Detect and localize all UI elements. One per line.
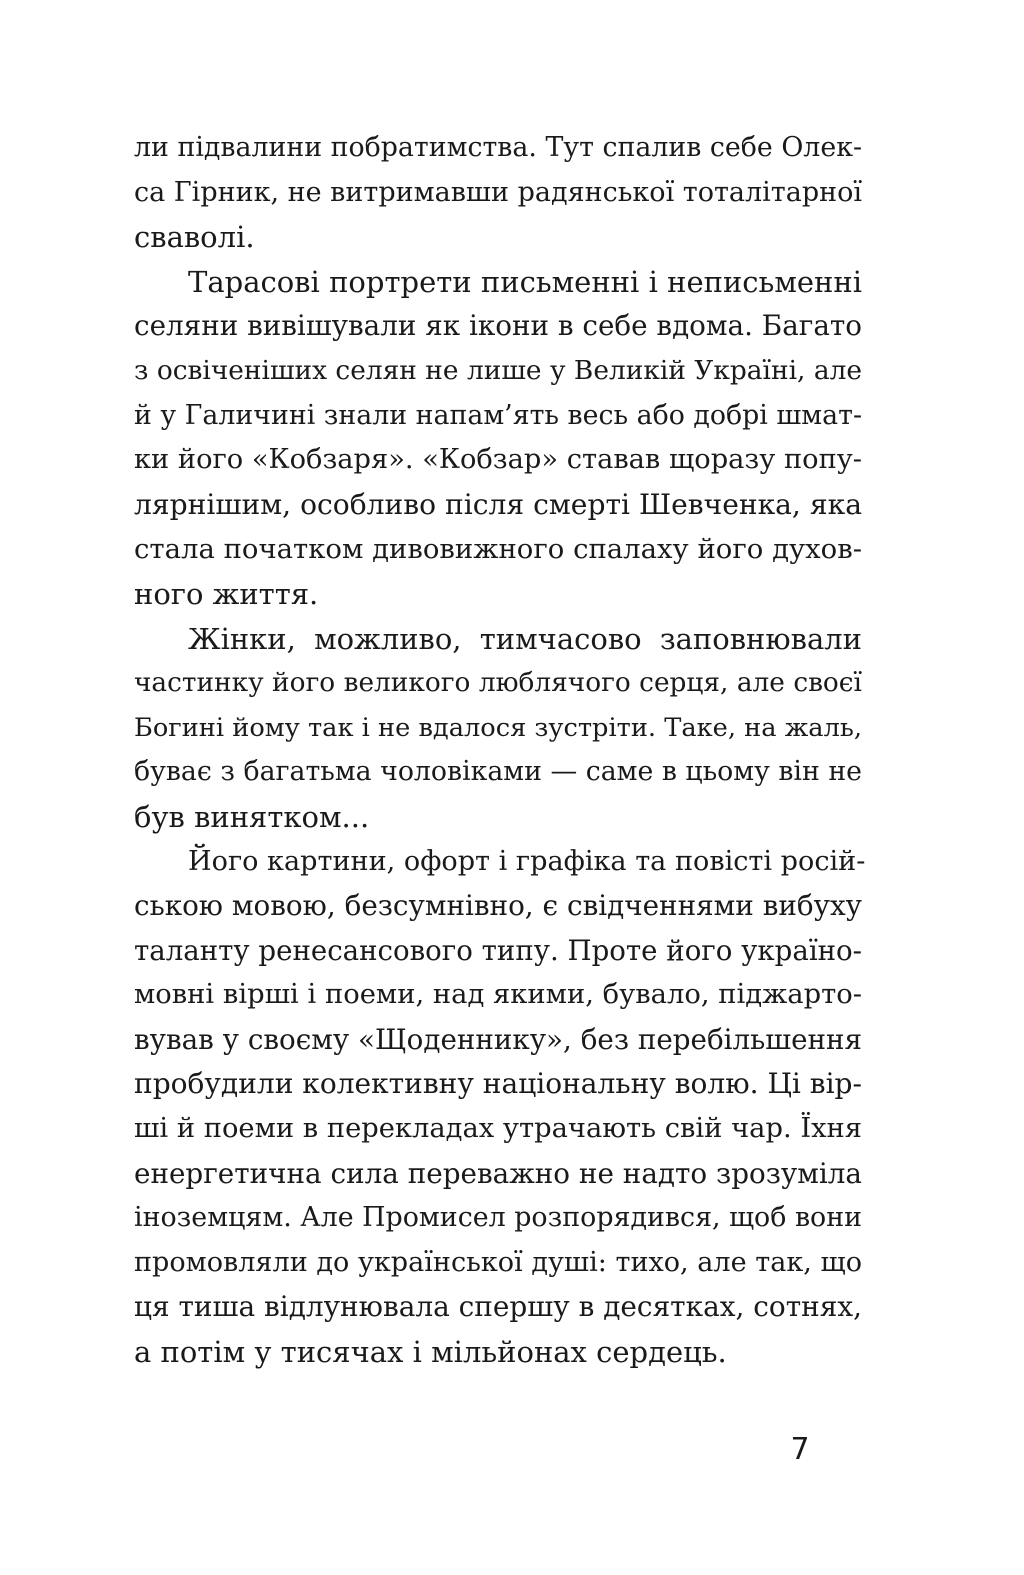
text-line: ця тиша відлунювала спершу в десятках, сотнях, bbox=[134, 1290, 862, 1324]
text-line: ші й поеми в перекладах утрачають свій чар. Їхня bbox=[134, 1113, 862, 1145]
text-line: з освіченіших селян не лише у Великій Україні, але bbox=[134, 354, 862, 386]
page-number: 7 bbox=[790, 1432, 810, 1467]
text-line: ською мовою, безсумнівно, є свідченнями вибуху bbox=[134, 889, 862, 923]
text-line: й у Галичині знали напам’ять весь або добрі шмат- bbox=[134, 399, 862, 431]
text-line: іноземцям. Але Промисел розпорядився, щоб вони bbox=[134, 1202, 863, 1234]
text-line: мовні вірші і поеми, над якими, бувало, піджарто- bbox=[134, 979, 862, 1011]
text-line: Богині йому так і не вдалося зустріти. Таке, на жаль, bbox=[134, 712, 862, 743]
text-line: ли підвалини побратимства. Тут спалив себе Олек- bbox=[134, 132, 862, 163]
text-line: вував у своєму «Щоденнику», без перебільшення bbox=[134, 1022, 862, 1056]
text-line: ного життя. bbox=[134, 576, 319, 611]
text-line: а потім у тисячах і мільйонах сердець. bbox=[134, 1335, 727, 1370]
text-line: був винятком... bbox=[134, 799, 370, 834]
text-line: са Гірник, не витримавши радянської тоталітарної bbox=[134, 176, 862, 208]
text-line: частинку його великого люблячого серця, але своєї bbox=[134, 668, 862, 699]
text-line: Тарасові портрети письменні і неписьменні bbox=[188, 264, 862, 299]
text-line: лярнішим, особливо після смерті Шевченка, яка bbox=[134, 487, 862, 521]
text-line: ки його «Кобзаря». «Кобзар» ставав щоразу попу- bbox=[134, 444, 862, 476]
text-line: стала початком дивовижного спалаху його духов- bbox=[134, 533, 862, 566]
text-line: Жінки, можливо, тимчасово заповнювали bbox=[188, 621, 862, 656]
text-line: промовляли до української душі: тихо, але так, що bbox=[134, 1246, 862, 1278]
text-line: буває з багатьма чоловіками — саме в цьому він не bbox=[134, 756, 862, 788]
paragraph-1 bbox=[134, 126, 862, 260]
text-line: сваволі. bbox=[134, 220, 255, 255]
text-line: таланту ренесансового типу. Проте його україно- bbox=[134, 933, 862, 967]
text-line: Його картини, офорт і графіка та повісті росій- bbox=[188, 845, 866, 877]
body-text bbox=[134, 126, 866, 1375]
text-line: селяни вивішували як ікони в себе вдома. Багато bbox=[134, 309, 863, 343]
paragraph-3 bbox=[134, 617, 862, 840]
text-line: енергетична сила переважно не надто зрозуміла bbox=[134, 1156, 862, 1190]
text-line: пробудили колективну національну волю. Ці вір- bbox=[134, 1067, 862, 1101]
paragraph-4 bbox=[134, 840, 866, 1375]
paragraph-2 bbox=[134, 260, 862, 617]
